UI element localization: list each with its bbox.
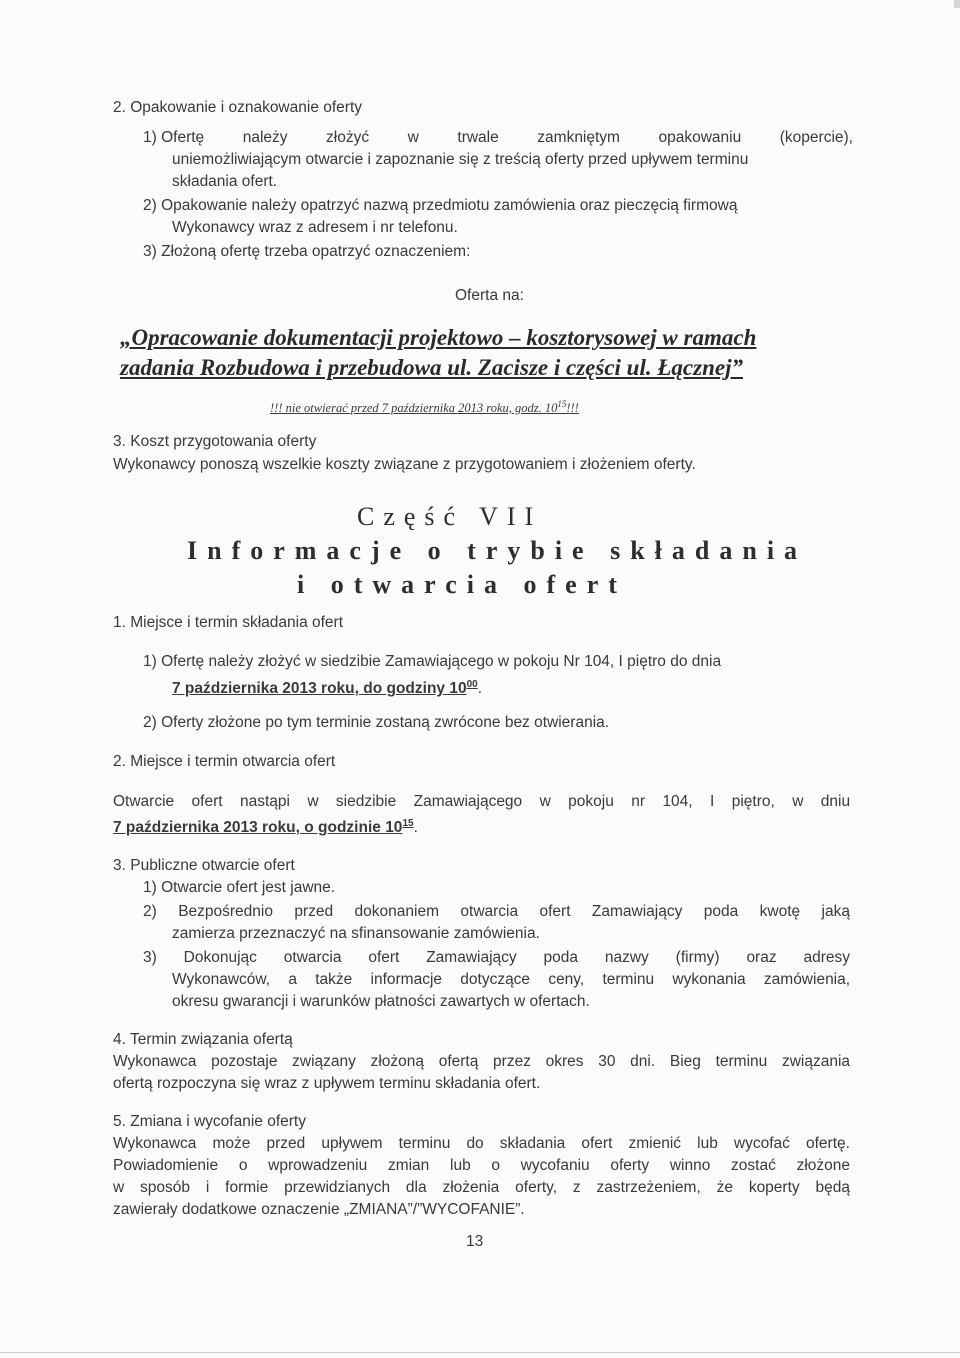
word: pokoju (568, 793, 614, 810)
word: że (716, 1179, 733, 1196)
s3-item2-line2: zamierza przeznaczyć na sfinansowanie zamówienia. (172, 925, 540, 942)
part-subheading-line1: Informacje o trybie składania (187, 536, 808, 565)
s5-line1 (113, 1134, 850, 1154)
word: złożoną (370, 1053, 425, 1070)
s3-item3-line2 (172, 970, 850, 990)
s4-line1 (113, 1052, 850, 1072)
word: będą (815, 1179, 850, 1196)
s1-item1-line1: 1) Ofertę należy złożyć w siedzibie Zamawiającego w pokoju Nr 104, I piętro do dnia (143, 653, 722, 670)
section-3-text: Wykonawcy ponoszą wszelkie koszty związane z przygotowaniem i złożeniem oferty. (113, 456, 696, 473)
word: 30 (598, 1053, 616, 1070)
word: piętro, (731, 793, 775, 810)
part-subheading-line2: i otwarcia ofert (297, 570, 627, 599)
word: związany (292, 1053, 356, 1070)
word: Wykonawca (113, 1053, 197, 1070)
s4-line2: ofertą rozpoczyna się wraz z upływem terminu składania ofert. (113, 1075, 541, 1092)
word: zmian (387, 1157, 430, 1174)
word: z (572, 1179, 581, 1196)
do-not-open-warning: !!! nie otwierać przed 7 października 2013 roku, godz. $10^{15}$!!! (270, 399, 579, 416)
word: informacje (370, 971, 443, 988)
word: upływem (321, 1135, 383, 1152)
sec2-item2-line1: 2) Opakowanie należy opatrzyć nazwą przedmiotu zamówienia oraz pieczęcią firmową (143, 197, 738, 214)
s4-header: 4. Termin związania ofertą (113, 1031, 293, 1048)
word: Dokonując (183, 949, 257, 966)
word: należy (242, 129, 288, 146)
word: wprowadzeniu (268, 1157, 368, 1174)
word: ceny, (548, 971, 585, 988)
s2-header: 2. Miejsce i termin otwarcia ofert (113, 753, 336, 770)
word: zamkniętym (537, 129, 620, 146)
word: winno (669, 1157, 711, 1174)
word: nastąpi (239, 793, 290, 810)
word: dni. (630, 1053, 656, 1070)
word: okres (545, 1053, 584, 1070)
word: terminu (602, 971, 655, 988)
word: pozostaje (211, 1053, 278, 1070)
word: trwale (457, 129, 499, 146)
word: Bezpośrednio (178, 903, 273, 920)
word: ofert (539, 903, 571, 920)
word: przed (294, 903, 334, 920)
section-2-header: 2. Opakowanie i oznakowanie oferty (113, 99, 363, 116)
word: wycofaniu (520, 1157, 590, 1174)
word: przez (493, 1053, 531, 1070)
word: dla (405, 1179, 427, 1196)
word: zamówienia, (763, 971, 851, 988)
word: przewidzianych (284, 1179, 391, 1196)
sec2-item3: 3) Złożoną ofertę trzeba opatrzyć oznaczeniem: (143, 243, 471, 260)
word: otwarcia (460, 903, 519, 920)
word: w (407, 129, 419, 146)
word: (firmy) (675, 949, 720, 966)
word: otwarcia (283, 949, 342, 966)
scan-corner-mark (954, 0, 960, 8)
word: 1) Ofertę (143, 129, 205, 146)
word: ofert (581, 1135, 613, 1152)
word: dotyczące (460, 971, 531, 988)
word: nr (631, 793, 646, 810)
word: terminu (715, 1053, 768, 1070)
page-number: 13 (466, 1233, 484, 1250)
word: do (466, 1135, 484, 1152)
word: związania (781, 1053, 851, 1070)
s5-header: 5. Zmiana i wycofanie oferty (113, 1113, 306, 1130)
word: Zamawiający (426, 949, 517, 966)
word: dokonaniem (354, 903, 439, 920)
s5-line3 (113, 1178, 850, 1198)
word: także (315, 971, 353, 988)
word: złożyć (326, 129, 370, 146)
s3-item3-line3: okresu gwarancji i warunków płatności zawartych w ofertach. (172, 993, 590, 1010)
word: poda (543, 949, 579, 966)
word: Otwarcie (113, 793, 175, 810)
word: może (212, 1135, 251, 1152)
word: sposób (140, 1179, 191, 1196)
word: lub (697, 1135, 718, 1152)
word: (kopercie), (779, 129, 853, 146)
word: składania (499, 1135, 566, 1152)
word: dniu (820, 793, 851, 810)
s3-item2-line1 (143, 902, 850, 922)
word: koperty (748, 1179, 800, 1196)
word: ofertą (438, 1053, 479, 1070)
word: 104, (662, 793, 693, 810)
word: nazwy (604, 949, 649, 966)
offer-title-line1: „Opracowanie dokumentacji projektowo – kosztorysowej w ramach (120, 325, 757, 350)
word: 2) (143, 903, 157, 920)
word: formie (225, 1179, 269, 1196)
s3-item3-line1 (143, 948, 850, 968)
s1-item1-date: 7 października 2013 roku, do godziny $10^{00}$. (172, 679, 483, 698)
word: Powiadomienie (113, 1157, 219, 1174)
word: Zamawiającego (413, 793, 523, 810)
part-heading: Część VII (357, 502, 543, 531)
word: w (792, 793, 804, 810)
offer-label: Oferta na: (455, 287, 524, 304)
scan-edge-line (0, 1352, 960, 1353)
word: o (491, 1157, 501, 1174)
word: siedzibie (335, 793, 397, 810)
word: adresy (803, 949, 850, 966)
word: oraz (746, 949, 777, 966)
s2-date: 7 października 2013 roku, o godzinie $10^{15}$. (113, 818, 418, 837)
word: I (710, 793, 715, 810)
word: Wykonawców, (172, 971, 271, 988)
word: oferty (610, 1157, 650, 1174)
word: ofert (191, 793, 223, 810)
word: wycofać (733, 1135, 790, 1152)
word: ofert (368, 949, 400, 966)
word: ofertę. (806, 1135, 850, 1152)
sec2-item1-line3: składania ofert. (172, 173, 278, 190)
sec2-item1-line2: uniemożliwiającym otwarcie i zapoznanie się z treścią oferty przed upływem terminu (172, 151, 749, 168)
s1-header: 1. Miejsce i termin składania ofert (113, 614, 344, 631)
word: wykonania (672, 971, 746, 988)
word: Bieg (669, 1053, 701, 1070)
word: poda (703, 903, 739, 920)
word: kwotę (759, 903, 801, 920)
s3-header: 3. Publiczne otwarcie ofert (113, 857, 295, 874)
word: jaką (821, 903, 850, 920)
word: 3) (143, 949, 157, 966)
word: zastrzeżeniem, (596, 1179, 701, 1196)
s3-item1: 1) Otwarcie ofert jest jawne. (143, 879, 336, 896)
word: terminu (398, 1135, 451, 1152)
word: złożone (796, 1157, 850, 1174)
word: Wykonawca (113, 1135, 197, 1152)
word: w (113, 1179, 125, 1196)
word: o (238, 1157, 248, 1174)
word: lub (450, 1157, 471, 1174)
section-3-header: 3. Koszt przygotowania oferty (113, 433, 317, 450)
word: w (307, 793, 319, 810)
word: złożenia (442, 1179, 500, 1196)
word: Zamawiający (591, 903, 683, 920)
s2-line1 (113, 792, 850, 812)
s5-line2 (113, 1156, 850, 1176)
word: i (205, 1179, 210, 1196)
word: przed (266, 1135, 306, 1152)
word: a (288, 971, 297, 988)
sec2-item1-line1 (143, 128, 853, 148)
word: zostać (731, 1157, 776, 1174)
word: zmienić (628, 1135, 682, 1152)
word: w (539, 793, 551, 810)
s5-line4: zawierały dodatkowe oznaczenie „ZMIANA”/”WYCOFANIE”. (113, 1201, 525, 1218)
sec2-item2-line2: Wykonawcy wraz z adresem i nr telefonu. (172, 219, 458, 236)
word: opakowaniu (658, 129, 742, 146)
word: oferty, (515, 1179, 558, 1196)
s1-item2: 2) Oferty złożone po tym terminie zostaną zwrócone bez otwierania. (143, 714, 610, 731)
offer-title-line2: zadania Rozbudowa i przebudowa ul. Zacisze i części ul. Łącznej” (120, 355, 743, 380)
